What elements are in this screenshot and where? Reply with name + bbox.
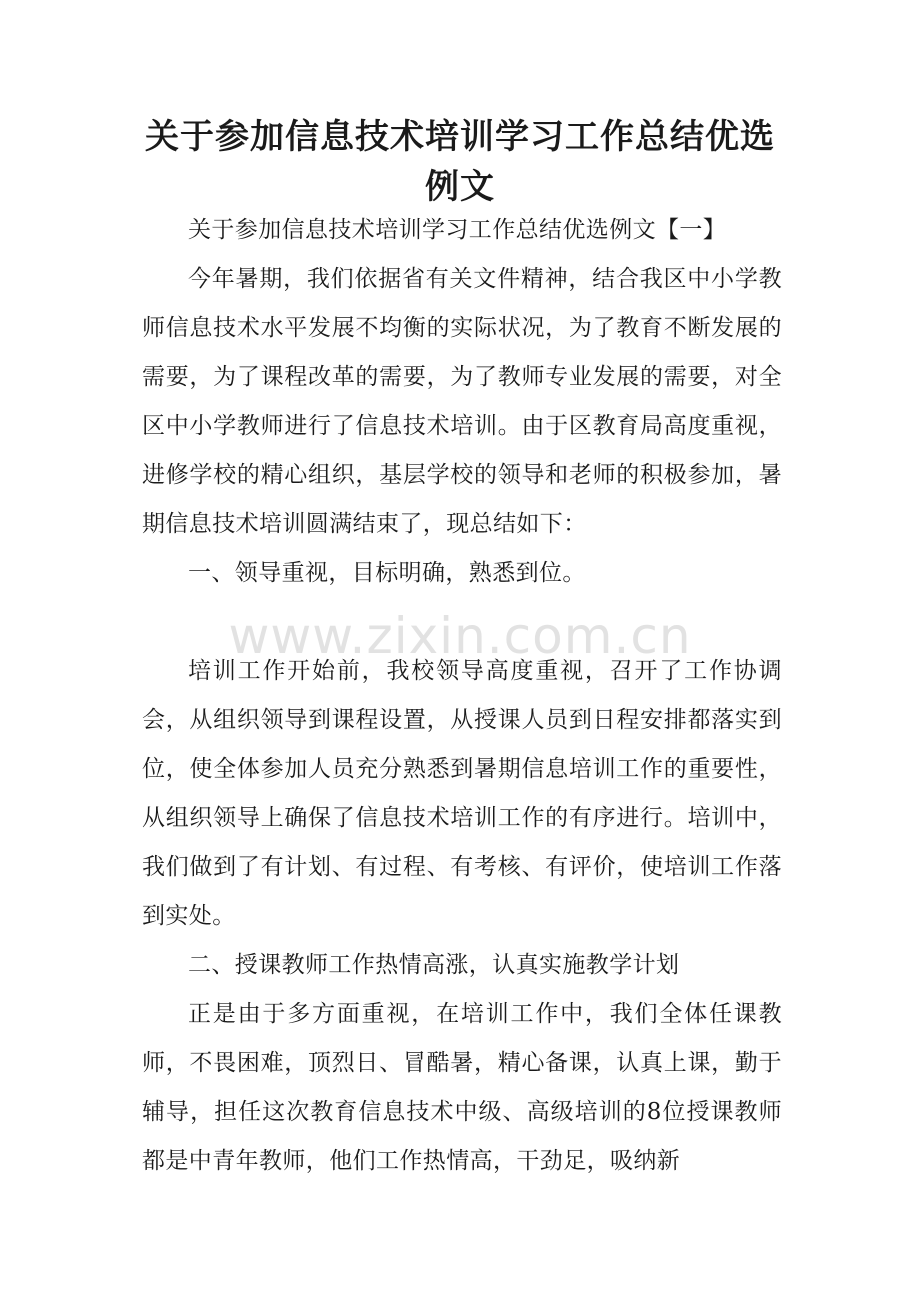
document-title: 关于参加信息技术培训学习工作总结优选例文 bbox=[145, 117, 775, 207]
section-heading-teachers: 二、授课教师工作热情高涨，认真实施教学计划 bbox=[188, 952, 680, 978]
paragraph-intro: 今年暑期，我们依据省有关文件精神，结合我区中小学教师信息技术水平发展不均衡的实际状况，为了教育不断发展的需要，为了课程改革的需要，为了教师专业发展的需要，对全区中小学教师进行了信息技术培训。由于区教育局高度重视，进修学校的精心组织，基层学校的领导和老师的积极参加，暑期信息技术培训圆满结束了，现总结如下： bbox=[142, 266, 782, 537]
section-heading-leadership: 一、领导重视，目标明确，熟悉到位。 bbox=[188, 560, 586, 586]
paragraph-teachers: 正是由于多方面重视，在培训工作中，我们全体任课教师，不畏困难，顶烈日、冒酷暑，精心备课，认真上课，勤于辅导，担任这次教育信息技术中级、高级培训的8位授课教师都是中青年教师，他们工作热情高，干劲足，吸纳新 bbox=[142, 1001, 782, 1174]
watermark: www.zixin.com.cn bbox=[228, 607, 692, 665]
document-body bbox=[142, 206, 782, 1186]
paragraph-leadership: 培训工作开始前，我校领导高度重视，召开了工作协调会，从组织领导到课程设置，从授课人员到日程安排都落实到位，使全体参加人员充分熟悉到暑期信息培训工作的重要性，从组织领导上确保了信息技术培训工作的有序进行。培训中，我们做到了有计划、有过程、有考核、有评价，使培训工作落到实处。 bbox=[142, 658, 782, 929]
section-heading-1: 关于参加信息技术培训学习工作总结优选例文【一】 bbox=[188, 217, 727, 243]
